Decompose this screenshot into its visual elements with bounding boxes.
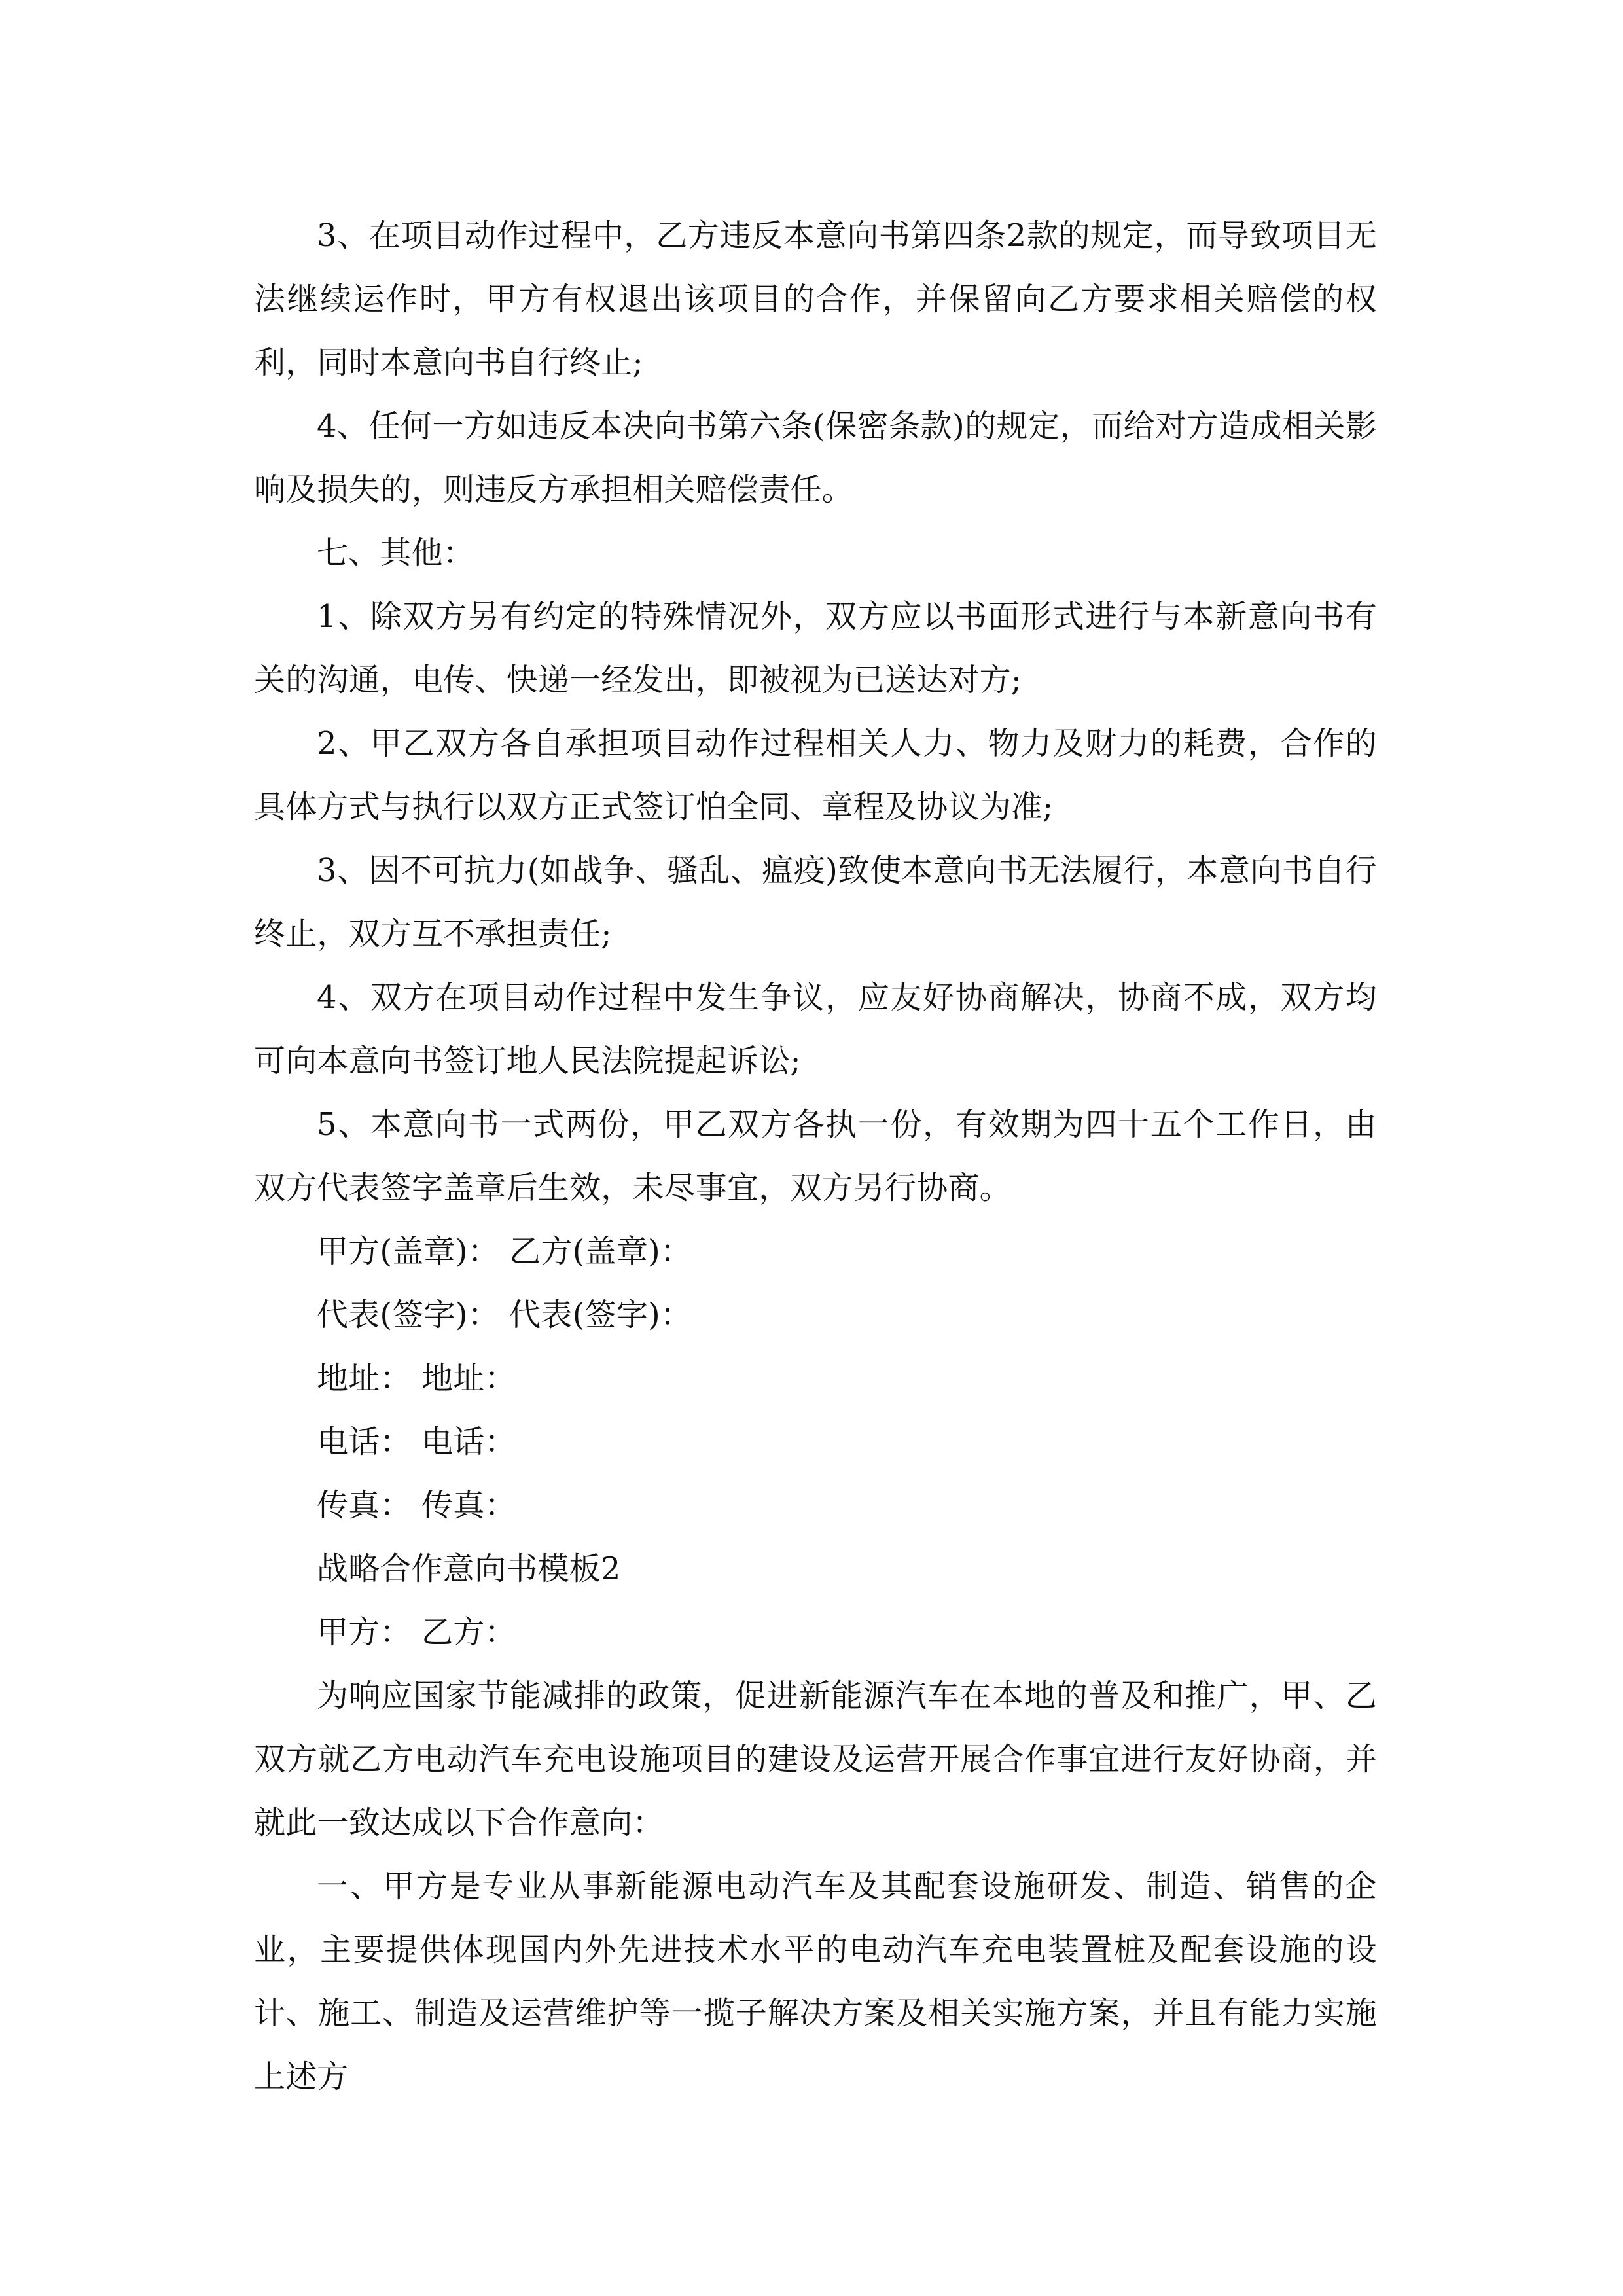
paragraph-other-3: 3、因不可抗力(如战争、骚乱、瘟疫)致使本意向书无法履行，本意向书自行终止，双方互不承担责任; (254, 852, 1377, 952)
paragraph-clause-3-breach: 3、在项目动作过程中，乙方违反本意向书第四条2款的规定，而导致项目无法继续运作时，甲方有权退出该项目的合作，并保留向乙方要求相关赔偿的权利，同时本意向书自行终止; (254, 217, 1377, 381)
paragraph-other-4: 4、双方在项目动作过程中发生争议，应友好协商解决，协商不成，双方均可向本意向书签订地人民法院提起诉讼; (254, 979, 1377, 1079)
paragraph-clause-4-confidentiality: 4、任何一方如违反本决向书第六条(保密条款)的规定，而给对方造成相关影响及损失的，则违反方承担相关赔偿责任。 (254, 408, 1377, 508)
signature-line-representative: 代表(签字)： 代表(签字)： (317, 1297, 692, 1333)
document-page (254, 204, 1377, 2109)
section-heading-other: 七、其他： (317, 535, 475, 571)
paragraph-other-2: 2、甲乙双方各自承担项目动作过程相关人力、物力及财力的耗费，合作的具体方式与执行以双方正式签订怕全同、章程及协议为准; (254, 725, 1377, 825)
template-2-clause-1: 一、甲方是专业从事新能源电动汽车及其配套设施研发、制造、销售的企业，主要提供体现国内外先进技术水平的电动汽车充电装置桩及配套设施的设计、施工、制造及运营维护等一揽子解决方案及相关实施方案，并且有能力实施上述方 (254, 1868, 1377, 2095)
signature-line-phone: 电话： 电话： (317, 1424, 516, 1460)
template-2-title: 战略合作意向书模板2 (317, 1551, 621, 1587)
signature-line-address: 地址： 地址： (317, 1360, 516, 1397)
paragraph-other-5: 5、本意向书一式两份，甲乙双方各执一份，有效期为四十五个工作日，由双方代表签字盖章后生效，未尽事宜，双方另行协商。 (254, 1106, 1377, 1206)
template-2-preamble: 为响应国家节能减排的政策，促进新能源汽车在本地的普及和推广，甲、乙双方就乙方电动汽车充电设施项目的建设及运营开展合作事宜进行友好协商，并就此一致达成以下合作意向： (254, 1677, 1377, 1841)
paragraph-other-1: 1、除双方另有约定的特殊情况外，双方应以书面形式进行与本新意向书有关的沟通，电传、快递一经发出，即被视为已送达对方; (254, 598, 1377, 698)
signature-line-seal: 甲方(盖章)： 乙方(盖章)： (317, 1233, 692, 1270)
signature-line-fax: 传真： 传真： (317, 1487, 516, 1524)
template-2-parties: 甲方： 乙方： (317, 1614, 516, 1651)
